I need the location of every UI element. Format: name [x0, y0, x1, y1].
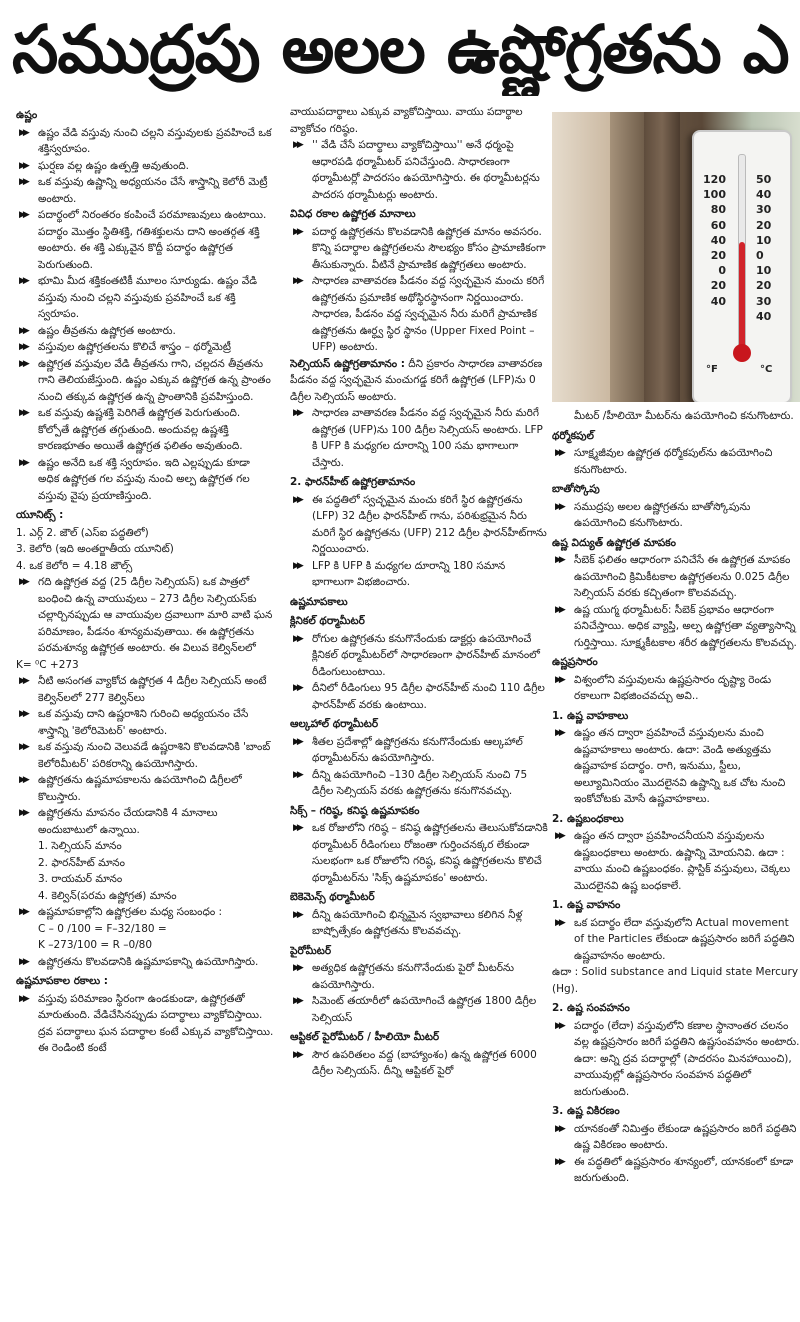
section-heading: 2. ఉష్ణబంధకాలు [552, 812, 624, 825]
bullet-paragraph [16, 455, 274, 505]
bullet-arrow-icon: ▶▶ [19, 742, 27, 752]
bullet-arrow-icon: ▶▶ [19, 956, 27, 967]
bullet-paragraph [552, 672, 800, 705]
bullet-paragraph [16, 356, 274, 406]
bullet-paragraph [290, 820, 548, 886]
bullet-paragraph [552, 1121, 800, 1154]
bullet-paragraph [290, 1047, 548, 1080]
bullet-text: వస్తువుల ఉష్ణోగ్రతలను కొలిచే శాస్త్రం – థర్మోమెట్రీ [38, 341, 231, 353]
bullet-arrow-icon: ▶▶ [293, 769, 301, 780]
bullet-arrow-icon: ▶▶ [555, 1156, 563, 1167]
section-heading: ఆప్టికల్ పైరోమీటర్ / హీలియో మీటర్ [290, 1031, 440, 1043]
bullet-arrow-icon: ▶▶ [19, 177, 27, 187]
bullet-paragraph [16, 772, 274, 805]
bullet-arrow-icon: ▶▶ [19, 342, 27, 352]
bullet-arrow-icon: ▶▶ [293, 633, 301, 644]
fahrenheit-scale [700, 172, 726, 309]
bullet-text: సౌర ఉపరితలం వద్ద (బాహ్యాంశం) ఉన్న ఉష్ణోగ్రత 6000 డిగ్రీల సెల్సియస్. దీన్ని ఆప్టికల్ పైరో [312, 1048, 537, 1077]
bullet-arrow-icon: ▶▶ [293, 823, 301, 833]
section-heading: ఉష్ణమాపకాలు [290, 595, 348, 608]
bullet-paragraph [290, 734, 548, 767]
scale-tick-label: 20 [710, 249, 726, 263]
bullet-paragraph [552, 828, 800, 894]
bullet-paragraph [16, 673, 274, 706]
bullet-arrow-icon: ▶▶ [19, 907, 27, 917]
bullet-text: పదార్థం (లేదా) వస్తువులోని కణాల స్థానాంతర చలనం వల్ల ఉష్ణప్రసారం జరిగే పద్ధతిని ఉష్ణసంవహనం అంటారు. ఉదా: అన్ని ద్రవ పదార్థాల్లో (పాదరసం మినహాయించి), వాయువుల్లో ఉష్ణప్రసారం సంవహన పద్ధతిలో జరుగుతుంది. [574, 1019, 800, 1098]
section-heading: ఉష్ణప్రసారం [552, 656, 598, 668]
bullet-arrow-icon: ▶▶ [555, 448, 563, 458]
bullet-text: ఒక వస్తువు నుంచి వెలువడే ఉష్ణరాశిని కొలవడానికి 'బాంబ్ కెలోరిమీటర్' పరికరాన్ని ఉపయోగిస్తారు. [38, 741, 271, 770]
scale-tick-label: 80 [710, 203, 726, 217]
bullet-arrow-icon: ▶▶ [19, 358, 27, 369]
section-heading: బెకెమెన్స్ థర్మామీటర్ [290, 891, 375, 903]
bullet-arrow-icon: ▶▶ [293, 276, 301, 286]
indented-line: C – 0 /100 = F–32/180 = [38, 922, 167, 935]
bullet-paragraph [290, 224, 548, 274]
bullet-text: పదార్థ ఉష్ణోగ్రతను కొలవడానికి ఉష్ణోగ్రత మానం అవసరం. కొన్ని పదార్థాల ఉష్ణోగ్రతలను సౌలభ్యం కోసం ప్రామాణికంగా తీసుకున్నారు. వీటినే ప్రామాణిక ఉష్ణోగ్రతలు అంటారు. [312, 225, 546, 271]
bullet-paragraph [16, 954, 274, 971]
bullet-paragraph [16, 323, 274, 340]
bullet-text: పదార్థంలో నిరంతరం కంపించే పరమాణువులు ఉంటాయి. పదార్థం మొత్తం స్థితిశక్తి, గతిశక్తులను దాని అంతర్గత శక్తి అంటారు. ఈ శక్తి ఎక్కువైన కొద్దీ పదార్థం ఉష్ణోగ్రత పెరుగుతుంది. [38, 209, 267, 271]
section-heading: సిక్స్ – గరిష్ఠ, కనిష్ఠ ఉష్ణమాపకం [290, 804, 420, 817]
bullet-arrow-icon: ▶▶ [293, 683, 301, 693]
bullet-arrow-icon: ▶▶ [293, 494, 301, 505]
bullet-arrow-icon: ▶▶ [19, 808, 27, 818]
bullet-arrow-icon: ▶▶ [293, 408, 301, 418]
section-heading: 1. ఉష్ణ వాహకాలు [552, 709, 629, 722]
bullet-paragraph [16, 706, 274, 739]
indented-line: 4. కెల్విన్(పరమ ఉష్ణోగ్రత) మానం [38, 889, 177, 902]
bullet-paragraph [290, 767, 548, 800]
bullet-arrow-icon: ▶▶ [19, 127, 27, 138]
scale-tick-label: 0 [718, 264, 726, 278]
indented-line: 3. రాయమర్ మానం [38, 873, 123, 885]
scale-tick-label: 10 [756, 233, 772, 247]
fahrenheit-unit: °F [706, 363, 718, 375]
bullet-arrow-icon: ▶▶ [555, 604, 563, 615]
bullet-text: దీన్ని ఉపయోగించి భిన్నమైన స్వభావాలు కలిగిన నీళ్ల బాష్పోత్సేకం ఉష్ణోగ్రతను కొలవవచ్చు. [312, 908, 523, 937]
bullet-paragraph [16, 207, 274, 273]
section-heading: ఉష్ణ విద్యుత్ ఉష్ణోగ్రత మాపకం [552, 536, 676, 549]
bullet-arrow-icon: ▶▶ [293, 963, 301, 973]
bullet-text: రోగుల ఉష్ణోగ్రతను కనుగొనేందుకు డాక్టర్లు ఉపయోగించే క్లినికల్ థర్మామీటర్‌లో సాధారణంగా ఫారన్‌హీట్ మానంలో రీడింగులుంటాయి. [312, 632, 540, 678]
bullet-paragraph [552, 1018, 800, 1101]
scale-tick-label: 40 [710, 294, 726, 308]
bullet-paragraph [552, 445, 800, 478]
bullet-text: దీనిలో రీడింగులు 95 డిగ్రీల ఫారన్‌హీట్ నుంచి 110 డిగ్రీల ఫారన్‌హీట్ వరకు ఉంటాయి. [312, 682, 545, 711]
bullet-text: ఘర్షణ వల్ల ఉష్ణం ఉత్పత్తి అవుతుంది. [38, 159, 190, 172]
bullet-paragraph [16, 174, 274, 207]
column-1 [16, 104, 274, 1057]
scale-tick-label: 40 [710, 233, 726, 247]
scale-tick-label: 10 [756, 264, 772, 278]
bullet-text: ఉష్ణం తీవ్రతను ఉష్ణోగ్రత అంటారు. [38, 324, 176, 337]
thermometer-dial [692, 130, 792, 402]
bullet-arrow-icon: ▶▶ [293, 996, 301, 1006]
bullet-arrow-icon: ▶▶ [555, 1020, 563, 1031]
bullet-arrow-icon: ▶▶ [19, 160, 27, 171]
scale-tick-label: 50 [756, 173, 772, 186]
bullet-paragraph [16, 339, 274, 356]
bullet-paragraph [290, 960, 548, 993]
bullet-arrow-icon: ▶▶ [19, 709, 27, 719]
bullet-text: ఉష్ణోగ్రతను కొలవడానికి ఉష్ణమాపకాన్ని ఉపయోగిస్తారు. [38, 955, 259, 968]
bullet-paragraph [16, 904, 274, 921]
section-heading: 2. ఫారన్‌హీట్ ఉష్ణోగ్రతామానం [290, 476, 416, 488]
bullet-text: యానకంతో నిమిత్తం లేకుండా ఉష్ణప్రసారం జరిగే పద్ధతిని ఉష్ణ వికిరణం అంటారు. [574, 1122, 797, 1151]
indented-line: 1. సెల్సియస్ మానం [38, 840, 122, 852]
text-line: K= ⁰C +273 [16, 658, 79, 671]
bullet-text: ఒక వస్తువు ఉష్ణశక్తి పెరిగితే ఉష్ణోగ్రత పెరుగుతుంది. కోల్పోతే ఉష్ణోగ్రత తగ్గుతుంది. అందువల్ల ఉష్ణశక్తి కారణభూతం అయితే ఉష్ణోగ్రత ఫలితం అవుతుంది. [38, 407, 243, 452]
bullet-text: సిమెంట్ తయారీలో ఉపయోగించే ఉష్ణోగ్రత 1800 డిగ్రీల సెల్సియస్ [312, 995, 537, 1024]
bullet-text: సముద్రపు అలల ఉష్ణోగ్రతను బాతోస్కోపును ఉపయోగించి కనుగొంటారు. [574, 500, 751, 529]
bullet-paragraph [290, 631, 548, 681]
scale-tick-label: 40 [756, 188, 772, 202]
bullet-arrow-icon: ▶▶ [293, 1049, 301, 1060]
bullet-paragraph [290, 558, 548, 591]
scale-tick-label: 30 [756, 294, 772, 308]
bullet-paragraph [290, 492, 548, 558]
bullet-text: సాధారణ వాతావరణ పీడనం వద్ద స్వచ్ఛమైన మంచు కరిగే ఉష్ణోగ్రతను ప్రమాణిక అథోస్థిరస్థానంగా నిర్ణయించారు. సాధారణ, పీడనం వద్ద స్వచ్ఛమైన నీరు మరిగే ప్రామాణిక ఉష్ణోగ్రతను ఊర్ధ్వ స్థిర స్థానం (Upper Fixed Point – UFP) అంటారు. [312, 275, 545, 353]
bullet-text: ఉష్ణోగ్రతను మాపనం చేయడానికి 4 మానాలు అందుబాటులో ఉన్నాయి. [38, 807, 218, 836]
bullet-arrow-icon: ▶▶ [19, 577, 27, 587]
column-3-text [552, 408, 800, 1187]
bullet-paragraph [552, 725, 800, 808]
text-line: 4. ఒక కెలోరి = 4.18 జౌల్స్ [16, 559, 133, 572]
bullet-arrow-icon: ▶▶ [293, 560, 301, 571]
bullet-arrow-icon: ▶▶ [555, 728, 563, 738]
indented-line: 2. ఫారన్‌హీట్ మానం [38, 856, 125, 869]
bullet-text: సాధారణ వాతావరణ పీడనం వద్ద స్వచ్ఛమైన నీరు మరిగే ఉష్ణోగ్రత (UFP)ను 100 డిగ్రీల సెల్సియస్ అంటారు. LFP కి UFP కి మధ్యగల దూరాన్ని 100 సమ భాగాలుగా చేస్తారు. [312, 407, 543, 469]
bullet-text: ఒక వస్తువు దాని ఉష్ణరాశిని గురించి అధ్యయనం చేసే శాస్త్రాన్ని 'కెలోరిమెటర్' అంటారు. [38, 708, 249, 737]
bullet-arrow-icon: ▶▶ [19, 408, 27, 418]
bullet-paragraph [16, 805, 274, 838]
bullet-arrow-icon: ▶▶ [555, 1123, 563, 1134]
bullet-paragraph [16, 125, 274, 158]
section-heading: క్లినికల్ థర్మామీటర్ [290, 615, 365, 627]
inline-text: దీని ప్రకారం సాధారణ వాతావరణ పీడనం వద్ద స్వచ్ఛమైన మంచుగడ్డ కరిగే ఉష్ణోగ్రత (LFP)ను 0 డిగ్రీల సెల్సియస్ అంటారు. [290, 357, 543, 403]
bullet-text: సీబెక్ ఫలితం ఆధారంగా పనిచేసే ఈ ఉష్ణోగ్రత మాపకం ఉపయోగించి క్రిమికీటకాల ఉష్ణోగ్రతలను 0.025 డిగ్రీల సెల్సియస్ వరకు కచ్చితంగా కొలవవచ్చు. [574, 554, 791, 599]
indented-line: మీటర్ /హీలియో మీటర్‌ను ఉపయోగించి కనుగొంటారు. [574, 410, 794, 422]
scale-tick-label: 20 [756, 218, 772, 232]
mercury-column [739, 242, 745, 360]
bullet-text: అత్యధిక ఉష్ణోగ్రతను కనుగొనేందుకు పైరో మీటర్‌ను ఉపయోగిస్తారు. [312, 962, 514, 991]
section-heading: 3. ఉష్ణ వికిరణం [552, 1105, 620, 1117]
bullet-arrow-icon: ▶▶ [19, 210, 27, 220]
bullet-arrow-icon: ▶▶ [555, 555, 563, 565]
text-line: 3. కెలోరి (ఇది అంతర్జాతీయ యూనిట్) [16, 543, 174, 555]
section-heading: 2. ఉష్ణ సంవహనం [552, 1002, 630, 1014]
bullet-arrow-icon: ▶▶ [293, 226, 301, 237]
column-2 [290, 104, 548, 1080]
bullet-arrow-icon: ▶▶ [19, 276, 27, 286]
section-heading: థర్మోకపుల్ [552, 429, 594, 442]
bullet-paragraph [290, 137, 548, 203]
bullet-paragraph [552, 499, 800, 532]
mercury-bulb [733, 344, 751, 362]
bullet-text: LFP కి UFP కి మధ్యగల దూరాన్ని 180 సమాన భాగాలుగా విభజించారు. [312, 559, 506, 588]
section-heading: వివిధ రకాల ఉష్ణోగ్రత మానాలు [290, 208, 416, 220]
bullet-text: శీతల ప్రదేశాల్లో ఉష్ణోగ్రతను కనుగొనేందుకు ఆల్కహాల్ థర్మామీటర్‌ను ఉపయోగిస్తారు. [312, 735, 523, 764]
scale-tick-label: 120 [703, 173, 726, 186]
bullet-paragraph [16, 273, 274, 323]
bullet-arrow-icon: ▶▶ [19, 325, 27, 336]
bullet-text: భూమి మీద శక్తికంతటికీ మూలం సూర్యుడు. ఉష్ణం వేడి వస్తువు నుంచి చల్లని వస్తువుకు ప్రవహించే ఒక శక్తి స్వరూపం. [38, 275, 258, 320]
bullet-text: ఒక వస్తువు ఉష్ణాన్ని అధ్యయనం చేసే శాస్త్రాన్ని కెలోరీ మెట్రీ అంటారు. [38, 176, 268, 205]
section-heading: ఉష్ణం [16, 109, 38, 121]
bullet-text: గది ఉష్ణోగ్రత వద్ద (25 డిగ్రీల సెల్సియస్) ఒక పాత్రలో బంధించి ఉన్న వాయువులు – 273 డిగ్రీల సెల్సియస్‌కు చల్లార్చినప్పుడు ఆ వాయువుల ద్రవాలుగా మారి వాటి ఘన పరిమాణం, పీడనం శూన్యమవుతాయి. ఈ ఉష్ణోగ్రతను పరమశూన్య ఉష్ణోగ్రత అంటారు. ఈ విలువ కెల్విన్‌లలో [38, 576, 273, 654]
bullet-paragraph [16, 991, 274, 1057]
bullet-arrow-icon: ▶▶ [555, 501, 563, 512]
indented-line: K –273/100 = R –0/80 [38, 939, 153, 951]
bullet-arrow-icon: ▶▶ [555, 831, 563, 841]
bullet-arrow-icon: ▶▶ [19, 457, 27, 468]
section-heading: యూనిట్స్ : [16, 509, 64, 521]
section-heading: ఉష్ణమాపకాల రకాలు : [16, 975, 108, 987]
headline: సముద్రపు అలల ఉష్ణోగ్రతను ఎ [12, 11, 789, 88]
bullet-paragraph [290, 273, 548, 356]
bullet-text: ఒక రోజులోని గరిష్ఠ – కనిష్ఠ ఉష్ణోగ్రతలను తెలుసుకోవడానికి థర్మామీటర్ రీడింగులు రోజంతా గుర్తించనక్కర లేకుండా సులభంగా ఒక రోజులోని గరిష్ఠ, కనిష్ఠ ఉష్ణోగ్రతలను కొలిచే థర్మామీటర్‌ను 'సిక్స్ ఉష్ణమాపకం' అంటారు. [312, 822, 548, 884]
bullet-arrow-icon: ▶▶ [19, 993, 27, 1004]
bullet-arrow-icon: ▶▶ [19, 775, 27, 785]
bullet-paragraph [16, 739, 274, 772]
bullet-text: ఉష్ణం అనేది ఒక శక్తి స్వరూపం. ఇది ఎల్లప్పుడు కూడా అధిక ఉష్ణోగ్రత గల వస్తువు నుంచి అల్ప ఉష్ణోగ్రత గల వస్తువు వైపు ప్రయాణిస్తుంది. [38, 456, 250, 502]
scale-tick-label: 60 [710, 218, 726, 232]
section-heading: ఆల్కహాల్ థర్మామీటర్ [290, 718, 379, 730]
section-heading: 1. ఉష్ణ వాహనం [552, 899, 621, 911]
bullet-paragraph [290, 907, 548, 940]
text-line: 1. ఎర్గ్ 2. జౌల్ (ఎస్ఐ పద్ధతిలో) [16, 526, 149, 539]
bullet-paragraph [290, 405, 548, 471]
bullet-text: ఉష్ణ యుగ్మ థర్మామీటర్: సీబెక్ ప్రభావం ఆధారంగా పనిచేస్తాయి. అధిక వ్యాప్తి, అల్ప ఉష్ణోగ్రతా వ్యత్యాసాన్ని గుర్తిస్తాయి. సూక్ష్మకీటకాల శరీర ఉష్ణోగ్రతలను కొలవచ్చు. [574, 603, 797, 649]
bullet-text: దీన్ని ఉపయోగించి –130 డిగ్రీల సెల్సియస్ నుంచి 75 డిగ్రీల సెల్సియస్ వరకు ఉష్ణోగ్రతను కనుగొనవచ్చు. [312, 768, 528, 797]
bullet-paragraph [290, 680, 548, 713]
bullet-text: ఒక పదార్థం లేదా వస్తువులోని Actual movement of the Particles లేకుండా ఉష్ణప్రసారం జరిగే పద్ధతిని ఉష్ణవాహనం అంటారు. [574, 916, 795, 962]
bullet-arrow-icon: ▶▶ [293, 140, 301, 150]
bullet-paragraph [16, 158, 274, 175]
scale-tick-label: 30 [756, 203, 772, 217]
bullet-text: ఉష్ణోగ్రతను ఉష్ణమాపకాలను ఉపయోగించి డిగ్రీలలో కొలుస్తారు. [38, 774, 242, 803]
bullet-text: సూక్ష్మజీవుల ఉష్ణోగ్రత థర్మోకపుల్‌ను ఉపయోగించి కనుగొంటారు. [574, 447, 773, 476]
bullet-arrow-icon: ▶▶ [293, 909, 301, 920]
bullet-text: వస్తువు పరిమాణం స్థిరంగా ఉండకుండా, ఉష్ణోగ్రతతో మారుతుంది. వేడిచేసినప్పుడు పదార్థాలు వ్యాకోచిస్తాయి. ద్రవ పదార్థాలు ఘన పదార్థాల కంటే ఎక్కువ వ్యాకోచిస్తాయి. ఈ రెండింటి కంటే [38, 992, 274, 1054]
bullet-text: ఉష్ణోగ్రత వస్తువుల వేడి తీవ్రతను గాని, చల్లదన తీవ్రతను గాని తెలియజేస్తుంది. ఉష్ణం ఎక్కువ ఉష్ణోగ్రత ఉన్న ప్రాంతం నుంచి తక్కువ ఉష్ణోగ్రత ఉన్న ప్రాంతానికి ప్రవహిస్తుంది. [38, 357, 271, 403]
scale-tick-label: 0 [756, 249, 764, 263]
bullet-paragraph [16, 405, 274, 455]
scale-tick-label: 100 [703, 188, 726, 202]
bullet-paragraph [552, 552, 800, 602]
bullet-text: ఉష్ణమాపకాల్లోని ఉష్ణోగ్రతల మధ్య సంబంధం : [38, 906, 223, 918]
inline-heading: సెల్సియస్ ఉష్ణోగ్రతామానం : [290, 357, 405, 370]
bullet-arrow-icon: ▶▶ [555, 674, 563, 685]
bullet-text: ఈ పద్ధతిలో ఉష్ణప్రసారం శూన్యంలో, యానకంలో కూడా జరుగుతుంది. [574, 1155, 794, 1184]
bullet-arrow-icon: ▶▶ [293, 736, 301, 747]
section-heading: బాతోస్కోపు [552, 483, 600, 495]
text-line [290, 356, 548, 406]
bullet-text: ఉష్ణం వేడి వస్తువు నుంచి చల్లని వస్తువులకు ప్రవహించే ఒక శక్తిస్వరూపం. [38, 126, 272, 155]
celsius-unit: °C [760, 363, 773, 375]
text-line: ఉదా : Solid substance and Liquid state Mercury (Hg). [552, 966, 799, 995]
celsius-scale [756, 172, 782, 324]
text-line: వాయుపదార్థాలు ఎక్కువ వ్యాకోచిస్తాయి. వాయు పదార్థాల వ్యాకోచం గరిష్ఠం. [290, 106, 523, 135]
scale-tick-label: 20 [710, 279, 726, 293]
bullet-paragraph [552, 915, 800, 965]
bullet-arrow-icon: ▶▶ [19, 676, 27, 686]
bullet-text: ఈ పద్ధతిలో స్వచ్ఛమైన మంచు కరిగే స్థిర ఉష్ణోగ్రతను (LFP) 32 డిగ్రీల ఫారన్‌హీట్ గాను, పరిశుభ్రమైన నీరు మరిగే స్థిర ఉష్ణోగ్రతను (UFP) 212 డిగ్రీల ఫారన్‌హీట్‌గాను నిర్ణయించారు. [312, 493, 547, 555]
bullet-paragraph [290, 993, 548, 1026]
bullet-paragraph [552, 602, 800, 652]
bullet-arrow-icon: ▶▶ [555, 917, 563, 928]
scale-tick-label: 20 [756, 279, 772, 293]
bullet-text: ఉష్ణం తన ద్వారా ప్రవహించే వస్తువులను మంచి ఉష్ణవాహకాలు అంటారు. ఉదా: వెండి అత్యుత్తమ ఉష్ణవాహక పదార్థం. రాగి, ఇనుము, స్టీలు, అల్యూమినియం మొదలైనవి ఉష్ణాన్ని ఒక చోట నుంచి ఇంకోచోటకు మోసే ఉష్ణవాహకాలు. [574, 727, 786, 805]
thermometer-photo [552, 112, 800, 402]
bullet-text: విశ్వంలోని వస్తువులను ఉష్ణప్రసారం దృష్ట్యా రెండు రకాలుగా విభజించవచ్చు అవి.. [574, 673, 772, 702]
bullet-text: నీటి అసంగత వ్యాకోచ ఉష్ణోగ్రత 4 డిగ్రీల సెల్సియస్ అంటే కెల్విన్‌లలో 277 కెల్విన్‌లు [38, 675, 267, 704]
column-3 [552, 112, 800, 1187]
bullet-text: ఉష్ణం తన ద్వారా ప్రవహించనీయని వస్తువులను ఉష్ణబంధకాలు అంటారు. ఉష్ణాన్ని మోయనివి. ఉదా : వాయు మంచి ఉష్ణబంధకం. ప్లాస్టిక్ వస్తువులు, చెక్కలు మొదలైనవి ఉష్ణ బంధకాలే. [574, 830, 791, 892]
scale-tick-label: 40 [756, 309, 772, 323]
bullet-text: '' వేడి చేసే పదార్థాలు వ్యాకోచిస్తాయి'' అనే ధర్మంపై ఆధారపడి థర్మామీటర్ పనిచేస్తుంది. సాధారణంగా థర్మామీటర్లో పాదరసం ఉపయోగిస్తారు. ఈ థర్మామీటర్లను పాదరస థర్మామీటర్లు అంటారు. [312, 139, 540, 201]
section-heading: పైరోమీటర్ [290, 944, 332, 957]
bullet-paragraph [552, 1154, 800, 1187]
bullet-paragraph [16, 574, 274, 657]
